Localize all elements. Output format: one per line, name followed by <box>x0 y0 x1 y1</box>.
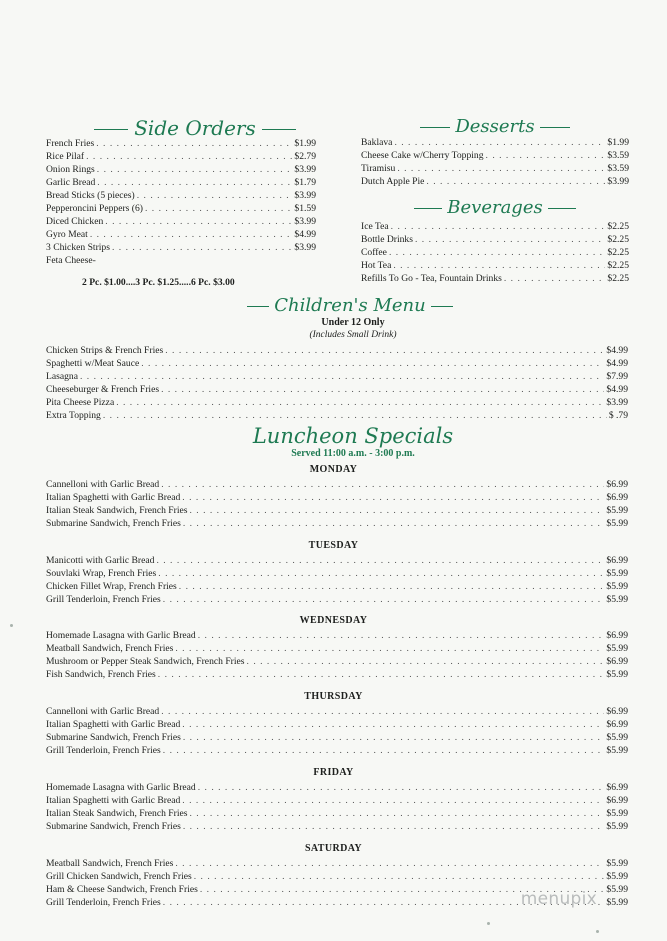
item-price: $6.99 <box>606 479 628 490</box>
item-price: $6.99 <box>606 719 628 730</box>
menu-item <box>46 504 628 517</box>
dot-leader <box>116 396 604 409</box>
menu-item <box>361 175 629 188</box>
dot-leader <box>105 215 292 228</box>
dot-leader <box>175 642 604 655</box>
item-price: $6.99 <box>606 706 628 717</box>
dot-leader <box>182 718 604 731</box>
day-items-list <box>46 478 628 530</box>
menu-item <box>46 370 628 383</box>
item-price: $6.99 <box>606 782 628 793</box>
dot-leader <box>198 629 605 642</box>
luncheon-specials-heading: Luncheon Specials <box>252 424 454 448</box>
item-price: $ .79 <box>608 410 628 421</box>
dot-leader <box>397 162 605 175</box>
item-name: Diced Chicken <box>46 216 104 227</box>
menu-item <box>46 668 628 681</box>
item-price: $2.79 <box>294 151 316 162</box>
dot-leader <box>90 228 293 241</box>
item-name: Italian Steak Sandwich, French Fries <box>46 808 188 819</box>
item-name: Souvlaki Wrap, French Fries <box>46 568 157 579</box>
item-name: Italian Spaghetti with Garlic Bread <box>46 719 181 730</box>
item-name: Meatball Sandwich, French Fries <box>46 643 174 654</box>
item-name: Homemade Lasagna with Garlic Bread <box>46 782 196 793</box>
dot-leader <box>161 478 604 491</box>
item-price: $5.99 <box>606 897 628 908</box>
dot-leader <box>189 807 604 820</box>
dot-leader <box>504 272 606 285</box>
item-name: Bottle Drinks <box>361 234 413 245</box>
menu-item <box>46 744 628 757</box>
item-price: $5.99 <box>606 581 628 592</box>
menu-item <box>46 718 628 731</box>
day-heading: MONDAY <box>309 464 358 475</box>
menu-item <box>46 642 628 655</box>
menu-item <box>46 794 628 807</box>
item-price: $1.99 <box>607 137 629 148</box>
item-price: $3.99 <box>294 242 316 253</box>
feta-cheese-prices: 2 Pc. $1.00....3 Pc. $1.25.....6 Pc. $3.00 <box>82 277 235 288</box>
menu-item <box>46 357 628 370</box>
item-price: $5.99 <box>606 518 628 529</box>
menu-item <box>46 409 628 422</box>
side-orders-heading: Side Orders <box>80 116 310 140</box>
menu-item <box>46 629 628 642</box>
item-name: 3 Chicken Strips <box>46 242 110 253</box>
item-name: Grill Chicken Sandwich, French Fries <box>46 871 192 882</box>
item-name: Chicken Strips & French Fries <box>46 345 164 356</box>
day-heading: SATURDAY <box>304 843 363 854</box>
item-name: Gyro Meat <box>46 229 88 240</box>
item-price: $5.99 <box>606 505 628 516</box>
item-price: $3.59 <box>607 163 629 174</box>
dot-leader <box>175 857 604 870</box>
feta-cheese-row <box>46 254 316 267</box>
menu-item <box>361 246 629 259</box>
item-name: Manicotti with Garlic Bread <box>46 555 155 566</box>
beverages-list <box>361 220 629 285</box>
childrens-menu-heading: Children's Menu <box>230 295 470 316</box>
item-name: Grill Tenderloin, French Fries <box>46 745 161 756</box>
paper-mark <box>487 922 490 925</box>
dot-leader <box>194 870 605 883</box>
item-name: Ice Tea <box>361 221 389 232</box>
dot-leader <box>96 137 292 150</box>
item-name: Onion Rings <box>46 164 95 175</box>
item-price: $4.99 <box>606 384 628 395</box>
menu-item <box>361 149 629 162</box>
menu-item <box>46 580 628 593</box>
day-items-list <box>46 629 628 681</box>
item-price: $5.99 <box>606 594 628 605</box>
menu-item <box>46 163 316 176</box>
menu-item <box>46 517 628 530</box>
dot-leader <box>163 593 605 606</box>
item-name: Fish Sandwich, French Fries <box>46 669 156 680</box>
item-price: $6.99 <box>606 555 628 566</box>
menu-item <box>361 220 629 233</box>
dot-leader <box>198 781 605 794</box>
day-items-list <box>46 554 628 606</box>
dot-leader <box>161 705 604 718</box>
menu-item <box>46 396 628 409</box>
item-name: Cannelloni with Garlic Bread <box>46 479 160 490</box>
menu-item <box>46 820 628 833</box>
item-name: Pepperoncini Peppers (6) <box>46 203 143 214</box>
item-name: Chicken Fillet Wrap, French Fries <box>46 581 177 592</box>
paper-mark <box>596 930 599 933</box>
dot-leader <box>158 668 605 681</box>
dot-leader <box>165 344 604 357</box>
menu-item <box>46 705 628 718</box>
item-name: Extra Topping <box>46 410 101 421</box>
menu-item <box>361 233 629 246</box>
feta-cheese-label: Feta Cheese- <box>46 255 96 266</box>
dot-leader <box>182 491 604 504</box>
item-price: $5.99 <box>606 643 628 654</box>
item-name: Refills To Go - Tea, Fountain Drinks <box>361 273 502 284</box>
dot-leader <box>163 744 605 757</box>
childrens-menu-note: (Includes Small Drink) <box>309 330 397 340</box>
item-price: $3.99 <box>294 190 316 201</box>
menu-item <box>46 807 628 820</box>
dot-leader <box>158 567 604 580</box>
dot-leader <box>179 580 605 593</box>
menu-item <box>46 478 628 491</box>
item-name: Italian Steak Sandwich, French Fries <box>46 505 188 516</box>
dot-leader <box>103 409 607 422</box>
item-price: $1.59 <box>294 203 316 214</box>
item-price: $5.99 <box>606 884 628 895</box>
childrens-menu-list <box>46 344 628 422</box>
item-name: Cheese Cake w/Cherry Topping <box>361 150 484 161</box>
dot-leader <box>86 150 292 163</box>
menu-item <box>46 383 628 396</box>
day-heading: THURSDAY <box>304 691 363 702</box>
menu-item <box>361 259 629 272</box>
dot-leader <box>182 794 604 807</box>
menu-item <box>361 136 629 149</box>
dot-leader <box>391 220 606 233</box>
menu-item <box>46 202 316 215</box>
item-name: Grill Tenderloin, French Fries <box>46 594 161 605</box>
item-price: $3.59 <box>607 150 629 161</box>
menu-item <box>46 344 628 357</box>
dot-leader <box>247 655 605 668</box>
dot-leader <box>183 517 605 530</box>
item-name: Grill Tenderloin, French Fries <box>46 897 161 908</box>
menu-item <box>46 137 316 150</box>
day-heading: FRIDAY <box>313 767 354 778</box>
item-price: $2.25 <box>607 234 629 245</box>
item-price: $6.99 <box>606 630 628 641</box>
dot-leader <box>189 504 604 517</box>
item-price: $3.99 <box>294 164 316 175</box>
menu-item <box>361 162 629 175</box>
menu-item <box>46 593 628 606</box>
day-items-list <box>46 705 628 757</box>
item-price: $5.99 <box>606 821 628 832</box>
menu-item <box>46 781 628 794</box>
item-name: Tiramisu <box>361 163 396 174</box>
item-price: $2.25 <box>607 247 629 258</box>
menu-item <box>46 567 628 580</box>
menu-item <box>46 870 628 883</box>
dot-leader <box>415 233 605 246</box>
childrens-menu-subtitle: Under 12 Only <box>321 317 385 328</box>
item-price: $5.99 <box>606 732 628 743</box>
item-name: Ham & Cheese Sandwich, French Fries <box>46 884 198 895</box>
item-name: Lasagna <box>46 371 78 382</box>
day-heading: WEDNESDAY <box>299 615 368 626</box>
dot-leader <box>156 554 604 567</box>
item-name: Homemade Lasagna with Garlic Bread <box>46 630 196 641</box>
dot-leader <box>97 176 292 189</box>
menu-item <box>46 655 628 668</box>
menu-item <box>46 731 628 744</box>
item-price: $1.99 <box>294 138 316 149</box>
menu-item <box>46 491 628 504</box>
item-price: $2.25 <box>607 260 629 271</box>
item-price: $6.99 <box>606 492 628 503</box>
item-name: Spaghetti w/Meat Sauce <box>46 358 140 369</box>
paper-mark <box>10 624 13 627</box>
item-price: $4.99 <box>294 229 316 240</box>
desserts-heading: Desserts <box>410 116 580 137</box>
item-name: Submarine Sandwich, French Fries <box>46 821 181 832</box>
item-name: Baklava <box>361 137 393 148</box>
item-name: Italian Spaghetti with Garlic Bread <box>46 492 181 503</box>
item-price: $2.25 <box>607 273 629 284</box>
item-name: Bread Sticks (5 pieces) <box>46 190 135 201</box>
menu-item <box>46 554 628 567</box>
item-price: $5.99 <box>606 669 628 680</box>
item-price: $2.25 <box>607 221 629 232</box>
side-orders-list <box>46 137 316 254</box>
item-name: Meatball Sandwich, French Fries <box>46 858 174 869</box>
item-name: French Fries <box>46 138 95 149</box>
item-price: $6.99 <box>606 656 628 667</box>
item-name: Coffee <box>361 247 387 258</box>
menu-item <box>46 215 316 228</box>
item-price: $6.99 <box>606 795 628 806</box>
item-price: $5.99 <box>606 568 628 579</box>
item-name: Pita Cheese Pizza <box>46 397 115 408</box>
dot-leader <box>486 149 606 162</box>
menu-item <box>46 176 316 189</box>
dot-leader <box>97 163 293 176</box>
menu-item <box>361 272 629 285</box>
beverages-heading: Beverages <box>410 197 580 218</box>
item-price: $3.99 <box>606 397 628 408</box>
menu-item <box>46 241 316 254</box>
item-name: Cheeseburger & French Fries <box>46 384 160 395</box>
dot-leader <box>137 189 293 202</box>
item-price: $5.99 <box>606 871 628 882</box>
day-items-list <box>46 781 628 833</box>
dot-leader <box>394 136 605 149</box>
item-price: $5.99 <box>606 858 628 869</box>
menu-item <box>46 228 316 241</box>
item-name: Submarine Sandwich, French Fries <box>46 732 181 743</box>
item-name: Rice Pilaf <box>46 151 85 162</box>
item-price: $4.99 <box>606 345 628 356</box>
item-price: $7.99 <box>606 371 628 382</box>
luncheon-served-hours: Served 11:00 a.m. - 3:00 p.m. <box>291 448 415 459</box>
item-name: Submarine Sandwich, French Fries <box>46 518 181 529</box>
dot-leader <box>161 383 604 396</box>
item-price: $4.99 <box>606 358 628 369</box>
item-name: Mushroom or Pepper Steak Sandwich, French Fries <box>46 656 245 667</box>
dot-leader <box>112 241 292 254</box>
item-name: Dutch Apple Pie <box>361 176 425 187</box>
item-name: Italian Spaghetti with Garlic Bread <box>46 795 181 806</box>
item-name: Cannelloni with Garlic Bread <box>46 706 160 717</box>
dot-leader <box>183 731 605 744</box>
dot-leader <box>389 246 605 259</box>
item-price: $5.99 <box>606 745 628 756</box>
item-price: $5.99 <box>606 808 628 819</box>
item-price: $3.99 <box>607 176 629 187</box>
item-name: Hot Tea <box>361 260 392 271</box>
item-price: $1.79 <box>294 177 316 188</box>
menu-item <box>46 150 316 163</box>
dot-leader <box>80 370 604 383</box>
menu-item <box>46 189 316 202</box>
dot-leader <box>145 202 292 215</box>
dot-leader <box>426 175 605 188</box>
menu-item <box>46 857 628 870</box>
item-price: $3.99 <box>294 216 316 227</box>
dot-leader <box>393 259 605 272</box>
desserts-list <box>361 136 629 188</box>
dot-leader <box>141 357 604 370</box>
item-name: Garlic Bread <box>46 177 96 188</box>
day-heading: TUESDAY <box>308 540 359 551</box>
dot-leader <box>183 820 605 833</box>
menupix-watermark: menupix <box>520 889 597 909</box>
